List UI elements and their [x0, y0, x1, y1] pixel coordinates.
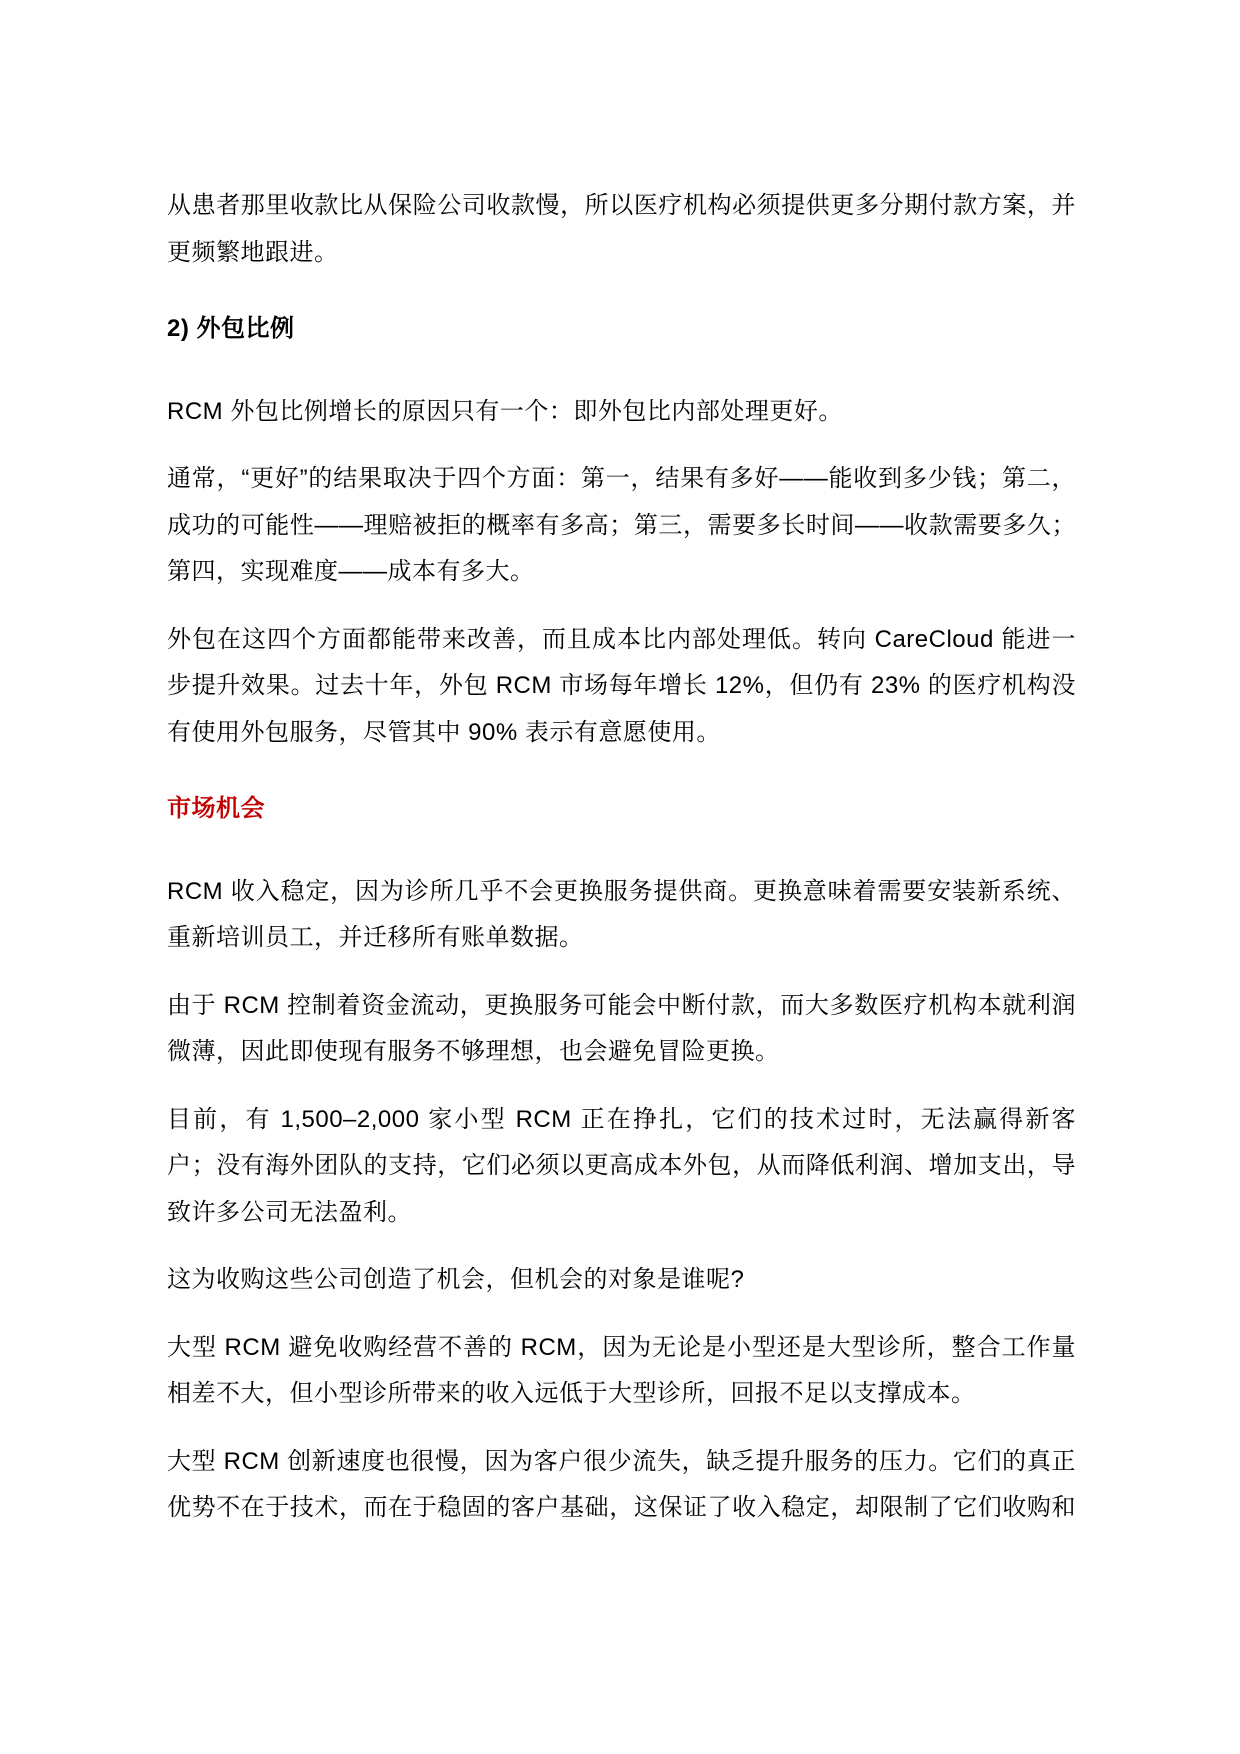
paragraph-struggling-small-rcm: 目前，有 1,500–2,000 家小型 RCM 正在挣扎，它们的技术过时，无法赢得新客户；没有海外团队的支持，它们必须以更高成本外包，从而降低利润、增加支出，导致许多公司无法盈利。: [167, 1105, 1076, 1226]
paragraph-better-four-aspects: 通常，“更好”的结果取决于四个方面：第一，结果有多好——能收到多少钱；第二，成功的可能性——理赔被拒的概率有多高；第三，需要多长时间——收款需要多久；第四，实现难度——成本有多大。: [167, 465, 1076, 585]
paragraph-outsourcing-improvement: 外包在这四个方面都能带来改善，而且成本比内部处理低。转向 CareCloud 能进一步提升效果。过去十年，外包 RCM 市场每年增长 12%，但仍有 23% 的医疗机构没有使用外包服务，尽管其中 90% 表示有意愿使用。: [167, 625, 1076, 746]
paragraph-large-rcm-avoid-acquisition: 大型 RCM 避免收购经营不善的 RCM，因为无论是小型还是大型诊所，整合工作量相差不大，但小型诊所带来的收入远低于大型诊所，回报不足以支撑成本。: [167, 1333, 1076, 1407]
paragraph-large-rcm-slow-innovation: 大型 RCM 创新速度也很慢，因为客户很少流失，缺乏提升服务的压力。它们的真正优势不在于技术，而在于稳固的客户基础，这保证了收入稳定，却限制了它们收购和: [167, 1447, 1076, 1521]
heading-market-opportunity: 市场机会: [167, 795, 265, 822]
paragraph-revenue-stability: RCM 收入稳定，因为诊所几乎不会更换服务提供商。更换意味着需要安装新系统、重新培训员工，并迁移所有账单数据。: [167, 877, 1076, 951]
paragraph-outsourcing-reason: RCM 外包比例增长的原因只有一个：即外包比内部处理更好。: [167, 397, 843, 425]
heading-outsourcing-ratio: 2) 外包比例: [167, 315, 295, 342]
paragraph-patient-collection: 从患者那里收款比从保险公司收款慢，所以医疗机构必须提供更多分期付款方案，并更频繁地跟进。: [167, 192, 1076, 266]
paragraph-switching-risk: 由于 RCM 控制着资金流动，更换服务可能会中断付款，而大多数医疗机构本就利润微薄，因此即使现有服务不够理想，也会避免冒险更换。: [167, 991, 1076, 1065]
paragraph-acquisition-opportunity: 这为收购这些公司创造了机会，但机会的对象是谁呢?: [167, 1266, 745, 1293]
